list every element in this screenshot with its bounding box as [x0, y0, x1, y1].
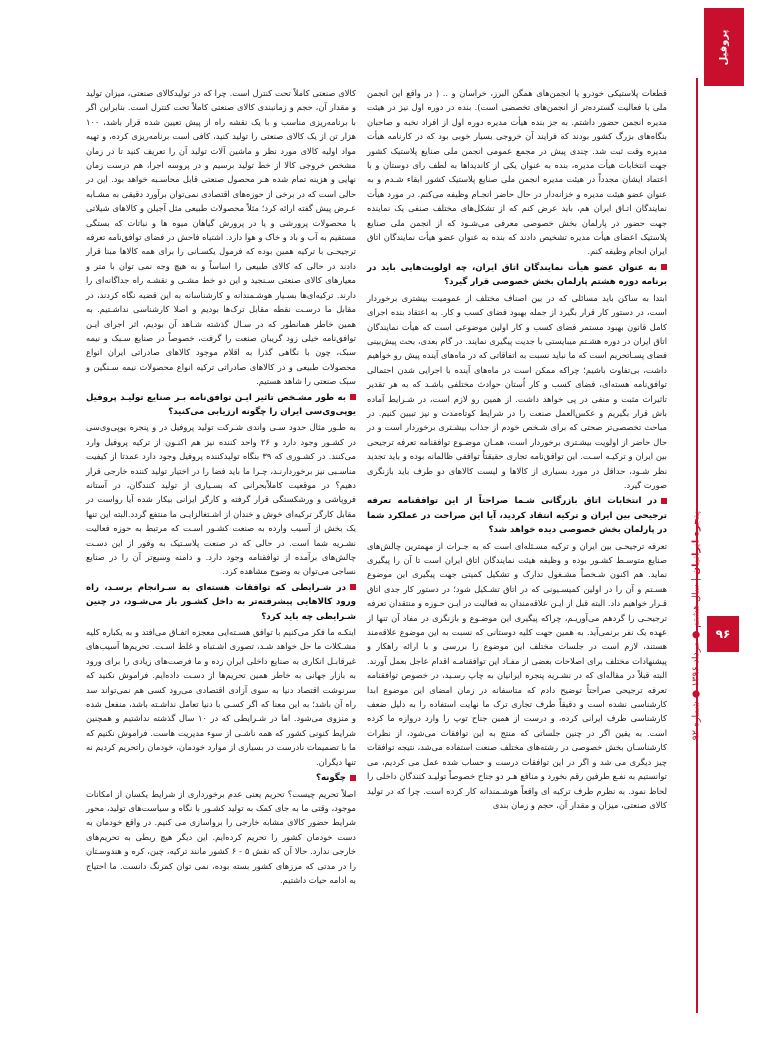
bullet-square-icon: [350, 584, 356, 590]
paragraph: اینکـه ما فکر می‌کنیم با توافق هسـته‌ایی معجزه اتفـاق می‌افتد و به یکباره کلیه مشـکلات ما حل خواهد شـد، تصوری اشـتباه و غلط اسـت. تحریم‌ها آسیب‌های غیرقابـل انکاری به صنایع داخلی ایران زده و ما فرصت‌های زیادی را برای ورود به بازار جهانی به خاطر همین تحریم‌ها از دسـت داده‌ایم. فراموش نکنید که سرنوشت اقتصاد دنیا به سوی آزادی اقتصادی می‌رود کسی هم نمی‌تواند سد راه آن باشد؛ به این معنا که اگر کسـی با دنیا تعامل نداشـته باشد، منفعل شده و منزوی می‌شود. اما در شـرایطی که در ۱۰ سال گذشته نداشتیم و همچنین شرایط کنونی کشور که همه ناشـی از سوء مدیریت هاست. فراموش نکنیم که ما با تصمیمات نادرست در بسیاری از موارد خودمان، خودمان راتحریم کردیم نه تنها دیگران.: [86, 627, 357, 767]
question-heading: [367, 261, 667, 290]
magazine-date: مرداد ۱۳۹۶: [690, 641, 702, 687]
question-heading: [86, 771, 356, 785]
question-text: در شـرایطی که توافقات هسته‌ای به سـرانجام برسـد، راه ورود کالاهایی پیشرفته‌تر به داخل کشـور باز می‌شـود، در چنین شـرایطی چه باید کرد؟: [86, 582, 356, 622]
question-heading: [367, 494, 667, 537]
bullet-square-icon: [661, 264, 667, 270]
paragraph: قطعات پلاستیکی خودرو یا انجمن‌های همگن البرز، خراسان و .. ( در واقع این انجمن ملی با فعالیت گسترده‌تر از انجمن‌های تخصصی است). بنده در دوره اول نیز در هیئت مدیره انجمن حضور داشتم. به جز بنده هیأت مدیره دوره اول از افراد نخبه و صاحبان بنگاه‌های بزرگ کشور بودند که فرایند آن خروجی بسیار خوبی بود که در کارنامه هیأت مدیره وقت ثبت شد. چندی پیش در مجمع عمومی انجمن ملی صنایع پلاستیک کشور جهت انتخابات هیأت مدیره، بنده به عنوان یکی از کاندیداها به لطف رای دوستان و با اعتماد ایشان مجدداً در هیئت مدیره انجمن ملی صنایع پلاستیک کشور ابقاء شـدم و به عنوان عضو هیئت مدیره و خزانه‌دار در حال حاضر انجـام وظیفه می‌کنم. در مورد هیأت نمایندگان اتـاق ایران هم، باید عرض کنم که از تشکل‌های مختلف صنفی یک نماینده جهت حضور در پارلمان بخش خصوصی معرفی می‌شـود که از انجمن ملی صنایع پلاستیک اعضای هیأت مدیره تشخیص دادند که بنده به عنوان عضو هیأت نمایندگان اتاق ایران انجام وظیفه کنم.: [367, 88, 667, 257]
paragraph: ابتدا به ساکن باید مسائلی که در بین اصناف مختلف از عمومیت بیشتری برخوردار است، در دستور کار قرار بگیرد از جمله بهبود فضای کسب و کار. به اعتقاد بنده اجرای کامل قانون بهبود مستمر فضای کسب و کار اولین موضوعی است که هیأت نمایندگان اتاق ایران در دوره هشـتم میبایستی با جدیت پیگیری نمایند. در گام بعدی، بحث پیش‌بینی فضای پسـاتحریم است که ما نباید نسبت به اتفاقاتی که در ماه‌های آینده پیش رو خواهیم داشت، بی‌تفاوت باشیم؛ چراکه ممکن است در ماه‌های آینده با اجرایی شدن احتمالی توافق‌نامه هسته‌ای، فضای کسب و کار اُستان حوادث مختلفی باشـد که به هر تقدیر تاثیرات مثبت و منفی در پی خواهد داشت. از همین رو لازم است، در شـرایط آماده باش قرار بگیریم و عکس‌العمل صنعت را در شرایط کوتاه‌مدت و نیز تبیین کنیم. در مباحث تخصصی‌تر صحتی که برای شـخص خودم از جذاب بیشـتری برخوردار است و در حال حاضر از اولویت بیشـتری برخوردار است، همـان موضـوع توافقنامه تعرفه ترجیحی بین ایران و ترکیـه اسـت. این توافق‌نامه تجاری حقیقتاً توافقی ظالمانه بوده و باید تجدید نظر شـود، حداقل در مورد بسیاری از کالاها و لیست کالاهای دو طرف باید بازنگری صورت گیرد.: [367, 292, 667, 490]
paragraph: اصلاً تحریم چیست؟ تحریم یعنی عدم برخورداری از شرایط یکسان از امکانات موجود، وقتی ما به جای کمک به تولید کشـور با نگاه و سیاست‌های تولید، محور شرایط حضور کالای مشابه خارجی را برواسازی می کنیم. در واقع خودمان به دست خودمان کشور را تحریم کرده‌ایم. این دیگر هیچ ربطی به تحریم‌های خارجی ندارد. حالا آن که نقش ۵ - ۶ کشور مانند ترکیه، چین، کره و هندوسـتان را در مدتی که مرزهای کشور بسته بوده، نمی توان کمرنگ دانست. ما احتیاج به ادامه حیات داشتیم.: [86, 788, 356, 885]
question-text: به عنوان عضو هیأت نمایندگان اتاق ایران، چه اولویت‌هایی باید در برنامه دوره هشتم پارلمان بخش خصوصی قرار گیرد؟: [367, 262, 667, 288]
magazine-title: پنجره ایرانیان: [690, 510, 702, 575]
article-column-left: [86, 86, 356, 889]
section-label: پروفیل: [718, 29, 730, 65]
magazine-meta: پنجره ایرانیان|سال هشتم●مرداد ۱۳۹۶●شماره ۹۲: [690, 510, 702, 740]
paragraph: کالای صنعتی کاملاً تحت کنترل است. چرا که در تولیدکالای صنعتی، میزان تولید و مقدار آن، حجم و زمانبندی کالای صنعتی کاملاً تحت کنترل است. بنابراین اگر با برنامه‌ریزی مناسب و با یک نقشه راه از پیش تعیین شده قرار باشد، ۱۰۰ هزار تن از یک کالای صنعتی را تولید کنید، کافی است برنامه‌ریزی کرده، و تهیه مواد اولیه کالای مورد نظر و ماشین آلات تولید آن را تعریف کنید تا در زمان مشخص خروجی کالا از خط تولید برسیم و در پروسه اجرا، هم درست زمان نهایی و هزینه تمام شده هـر محصول صنعتی قابل محاسـبه خواهد بود. این در حالی است که در برخی از حوزه‌های اقتصادی نمی‌توان برآورد دقیقی به مشـابه عـرض پیش گفته ارائه کرد؛ مثلاً محصولات طبیعی مثل آجیلن و کالاهای شیلاتی یا محصولات پرورشی و یا در پرورش گیاهان میوه ها و نباتات که بستگی مستقیم به آب و باد و خاک و هوا دارد. اشتباه فاحش در فضای توافق‌نامه تعرفه ترجیحـی با ترکیه همین بوده که فرمول یکسـانی را برای همه کالاها مبنا قرار دادند در حالی که کالای طبیعی را اساساً و به هیچ وجه نمی توان با متر و معیارهای کالای صنعتی سـنجید و این دو خط مشـی و نقشـه راه جداگانه‌ای را دارند. ترکیه‌ای‌ها بسـیار هوشـمندانه و کارشناسانه به این قضیه نگاه کردند، در مقابل ما درسـت نقطه مقابل ترک‌ها بودیم و اصلا کارشناسی نداشـتیم. به همین خاطر همانطور که در سـال گذشته شـاهد آن بودیم، اثر اجرای ایـن توافق‌نامه خیلی زود گریبان صنعت را گرفت، خصوصاً در صنایع سـبک و نیمه سبک، چون با نگاهی گذرا به اقلام موجود کالاهای صادراتی ایران انواع محصولات طبیعی و در کالاهای صادراتی ترکیه انواع محصولات نیمه سـنگین و سبک صنعتی را شاهد هستیم.: [86, 88, 356, 387]
paragraph: به طـور مثال حدود سـی واندی شـرکت تولید پروفیل در و پنجره یوپی‌وی‌سی در کشـور وجود دارد و ۲۶ واحد کننده نیز هم اکنـون از ترکیه پروفیل وارد می‌کنند. در کشـوری که ۳۹ بنگاه تولید‌کننده پروفیل وجود دارد عمدتا از کیفیت مناسـبی نیز برخوردارنـد، چـرا ما باید فضا را در اختیار تولید کننده خارجی قرار دهیم؟ در موقعیت کاملاًبحرانی که بسـیاری از تولید کنندگان، در آستانه فروپاشی و ورشکستگی قرار گرفته و کارگر ایرانی بیکار شده آیا رواست در مقابل کارگر ترکیه‌ای خوش و خندان از اشـتغالزایـی ما منتفع گردد.البته این تنها یک بخش از آسیب وارده به صنعت کشـور اسـت که مرتبط به حوزه فعالیت نشـریه شما است. در حالی که در صنعت پلاسـتیک به وفور از این دسـت چالش‌های برآمده از توافقنامه وجود دارد. و دامنه وسیع‌تر آن را در صنایع نساجی می‌توان به وضوح مشاهده کرد.: [86, 422, 356, 577]
question-heading: [86, 391, 356, 420]
bullet-square-icon: [661, 498, 667, 504]
question-text: در انتخابات اتاق بازرگانی شـما صراحتاً از این توافقنامه تعرفه ترجیحی بین ایران و ترکیه انتقاد کردید، آیا این صراحت در عملکرد شما در پارلمان بخش خصوصی دیده خواهد شد؟: [367, 496, 667, 536]
bullet-square-icon: [350, 394, 356, 400]
question-heading: [86, 581, 356, 624]
page-number: ۹۶: [707, 616, 739, 652]
paragraph: تعرفه ترجیحـی بین ایران و ترکیه مسـئله‌ای است که به جـرات از مهمترین چالش‌های صنایع متوسـط کشـور بوده و وظیفه هیئت نمایندگان اتاق ایران است تا آن را پیگیری نماید. هم اکنون شـخصاً مشـغول تدارک و تشکیل کمیتی جهت پیگیری این موضوع هسـتم و آن را در اولین کمیسـیونی که در اتاق تشـکیل شود؛ در دستور کار جدی اتاق قـرار خواهیم داد. البته قبل از ایـن علاقه‌مندان به فعالیت در ایـن حـوزه و منتقدان تعرفه ترجیحـی را گردهم می‌آوریـم، چراکه پیگیری این موضـوع و بازنگری در مفاد آن تنها از عهده یک نفر برنمی‌آید. به همین جهت کلیه دوستانی که نسبت به این موضوع علاقه‌مند هستند، لازم است در جلسات مختلف این موضوع را بررسی و با ارائه راهکار و پیشنهادات مختلف برای اصلاحات بعضی از مفـاد این توافقنامـه اقدام عاجل بعمل آورند. البته قبلاً در مقاله‌ای که در نشـریه پنجره ایرانیان به چاپ رسـید، در خصوص توافقنامه تعرفه ترجیحی صراحتاً توضیح دادم که متاسفانه در زمان امضای این موضوع ابدا کارشناسی نشده است و دقیقاً طرف تجاری ترک ما نهایت استفاده را به دلیل ضعف کارشناسی طرف ایرانی کرده، و درست از همین جناح توپ را وارد دروازه ما کرده است. به یقین اگر در چنین جلساتی که منتج به این توافقات می‌شود، از نظرات کارشناسـان بخش خصوصی در رشته‌های مختلف صنعت استفاده می‌شد، نتیجه توافقات چیز دیگری می شد و اگر در این توافقات درست و حساب شده عمل می کردیم، می توانستیم به نفـع طرفین رقم بخورد و منافع هـر دو جناح خصوصاً تولیـد کنندگان داخلی را لحاظ نمود. به نظرم طرف ترکیه ای واقعاً هوشـمندانه کار کرده است. چرا که در تولید کالای صنعتی، میزان و مقدار آن، حجم و زمان بندی: [367, 540, 667, 810]
magazine-issue: شماره ۹۲: [690, 700, 702, 740]
bullet-square-icon: [350, 775, 356, 781]
magazine-year: سال هشتم: [690, 583, 702, 628]
question-text: چگونه؟: [315, 773, 346, 784]
question-text: به طور مشـخص تاثیر ایـن توافق‌نامه بـر صنایع تولیـد پروفیل یو‌پی‌وی‌سی ایران را چگونه ارزیابی می‌کنید؟: [86, 392, 356, 417]
article-column-right: [367, 86, 667, 814]
